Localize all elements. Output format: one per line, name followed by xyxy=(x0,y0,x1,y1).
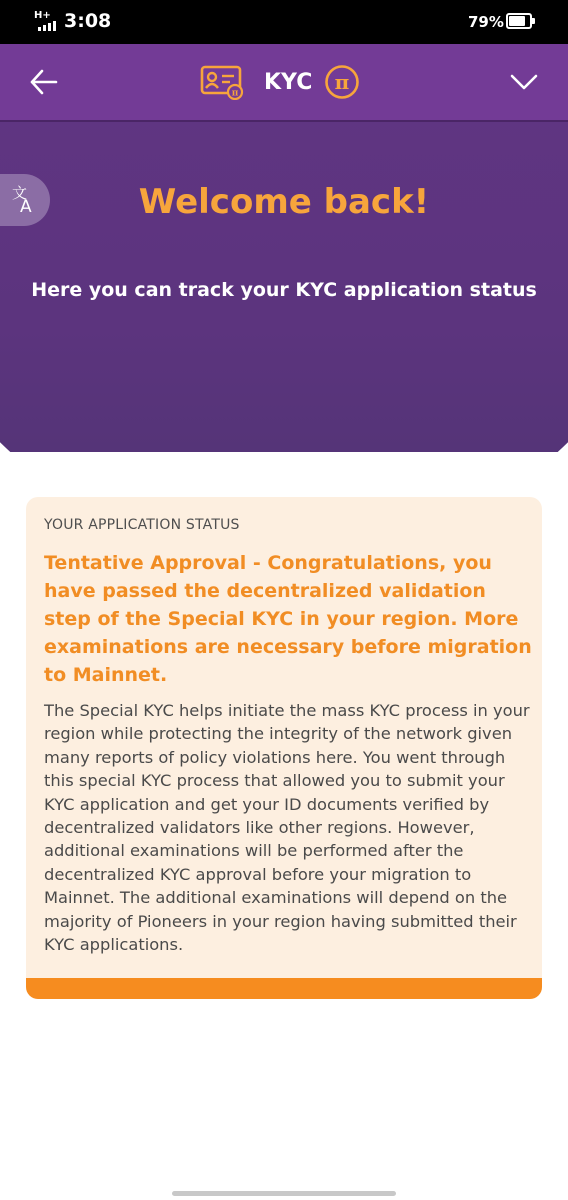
app-header xyxy=(0,44,568,122)
status-bar xyxy=(0,0,568,44)
svg-text:π: π xyxy=(231,88,239,99)
network-type: H+ xyxy=(34,10,51,21)
svg-text:文: 文 xyxy=(12,184,28,202)
arrow-left-icon xyxy=(22,62,66,102)
id-card-icon xyxy=(200,64,244,100)
application-status-card xyxy=(26,497,542,999)
pi-logo-icon xyxy=(324,64,360,100)
svg-text:A: A xyxy=(20,197,32,217)
hero-subtitle: Here you can track your KYC application status xyxy=(31,279,537,301)
chevron-down-icon xyxy=(502,62,546,102)
status-card-label: YOUR APPLICATION STATUS xyxy=(44,517,240,533)
battery-icon xyxy=(506,13,536,29)
battery-percent: 79% xyxy=(468,13,504,31)
header-menu-button[interactable] xyxy=(502,62,546,102)
status-heading: Tentative Approval - Congratulations, you have passed the decentralized validation step of the Special KYC in your region. More examinations are necessary before migration to Mainnet. xyxy=(44,552,532,686)
status-time: 3:08 xyxy=(64,10,112,32)
welcome-title: Welcome back! xyxy=(138,182,430,222)
home-indicator[interactable] xyxy=(172,1191,396,1196)
signal-icon xyxy=(34,10,60,33)
page-title: KYC xyxy=(264,69,313,95)
status-description: The Special KYC helps initiate the mass KYC process in your region while protecting the integrity of the network given many reports of policy violations here. You went through this special KYC process that allowed you to submit your KYC application and get your ID documents verified by decentralized validators like other regions. However, additional examinations will be performed after the decentralized KYC approval before your migration to Mainnet. The additional examinations will depend on the majority of Pioneers in your region having submitted their KYC applications. xyxy=(44,701,530,955)
status-card-accent-bar xyxy=(26,978,542,999)
svg-text:π: π xyxy=(335,70,350,94)
back-button[interactable] xyxy=(22,62,66,102)
header-title-group xyxy=(200,60,360,104)
